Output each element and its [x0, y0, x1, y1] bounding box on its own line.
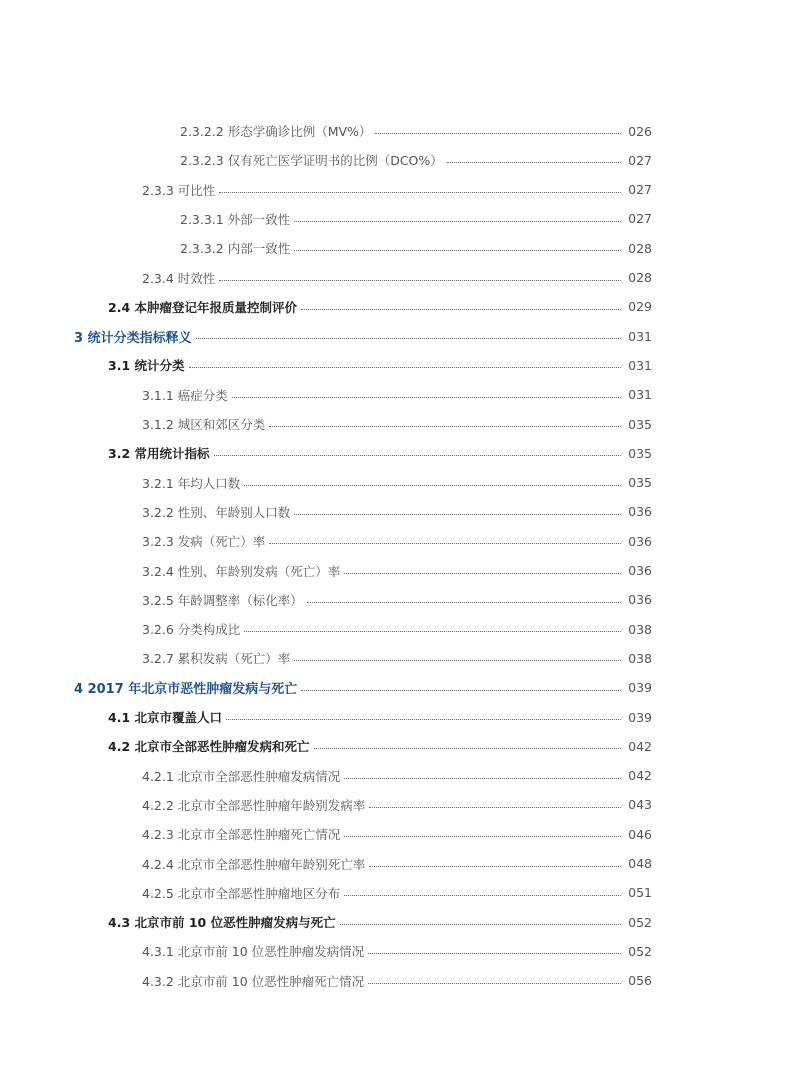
toc-entry[interactable] [142, 179, 652, 201]
dot-leader [244, 484, 621, 486]
dot-leader [294, 220, 621, 222]
toc-entry-title: 4.2 北京市全部恶性肿瘤发病和死亡 [108, 739, 310, 755]
toc-entry-page-number: 042 [628, 738, 652, 754]
toc-entry-page-number: 038 [628, 621, 652, 637]
toc-entry[interactable] [180, 120, 652, 142]
toc-entry-title: 3.2.7 累积发病（死亡）率 [142, 651, 291, 667]
toc-entry-title: 4.1 北京市覆盖人口 [108, 710, 222, 725]
toc-entry-title: 4.2.5 北京市全部恶性肿瘤地区分布 [142, 885, 341, 901]
dot-leader [340, 923, 621, 925]
toc-entry-page-number: 036 [628, 592, 652, 608]
toc-entry-title: 3.2.3 发病（死亡）率 [142, 534, 266, 550]
toc-entry-page-number: 036 [628, 563, 652, 578]
dot-leader [301, 308, 621, 310]
toc-entry-title: 3.2.2 性别、年龄别人口数 [142, 504, 291, 520]
toc-entry-title: 2.3.3 可比性 [142, 182, 216, 198]
dot-leader [232, 396, 621, 398]
toc-entry[interactable] [74, 325, 652, 347]
toc-entry-title: 2.3.3.2 内部一致性 [180, 241, 291, 257]
dot-leader [196, 337, 621, 339]
dot-leader [189, 366, 622, 368]
dot-leader [226, 718, 621, 720]
toc-entry-title: 3.2.6 分类构成比 [142, 622, 241, 638]
dot-leader [214, 454, 622, 456]
toc-entry-page-number: 031 [628, 357, 652, 373]
dot-leader [369, 806, 621, 808]
toc-entry[interactable] [142, 267, 652, 289]
toc-entry[interactable] [142, 853, 652, 875]
toc-entry[interactable] [142, 618, 652, 640]
dot-leader [344, 894, 621, 896]
toc-entry-title: 4.2.1 北京市全部恶性肿瘤发病情况 [142, 768, 341, 784]
toc-entry-page-number: 035 [628, 475, 652, 491]
toc-entry-page-number: 035 [628, 416, 652, 432]
toc-entry-title: 3.2.5 年龄调整率（标化率） [142, 592, 303, 608]
toc-entry-page-number: 027 [628, 152, 652, 168]
toc-entry-page-number: 035 [628, 445, 652, 461]
dot-leader [344, 777, 621, 779]
dot-leader [219, 279, 621, 281]
dot-leader [269, 425, 621, 427]
toc-entry[interactable] [142, 384, 652, 406]
dot-leader [368, 982, 621, 984]
toc-entry-page-number: 051 [628, 885, 652, 901]
toc-entry-title: 4.2.4 北京市全部恶性肿瘤年龄别死亡率 [142, 856, 366, 872]
dot-leader [294, 659, 621, 661]
toc-entry-page-number: 052 [628, 914, 652, 930]
toc-entry-page-number: 036 [628, 504, 652, 520]
toc-entry-page-number: 043 [628, 797, 652, 813]
toc-entry-title: 2.3.2.2 形态学确诊比例（MV%） [180, 124, 372, 139]
toc-entry-page-number: 038 [628, 650, 652, 666]
toc-entry[interactable] [142, 501, 652, 523]
toc-entry-title: 4.3 北京市前 10 位恶性肿瘤发病与死亡 [108, 915, 336, 931]
toc-entry[interactable] [142, 970, 652, 992]
toc-entry-page-number: 042 [628, 768, 652, 784]
toc-entry[interactable] [108, 296, 652, 318]
toc-entry[interactable] [142, 794, 652, 816]
toc-entry-title: 3.1.2 城区和郊区分类 [142, 417, 266, 432]
toc-entry[interactable] [142, 472, 652, 494]
toc-entry-title: 4 2017 年北京市恶性肿瘤发病与死亡 [74, 682, 298, 698]
toc-entry[interactable] [142, 560, 652, 582]
toc-entry-title: 2.3.2.3 仅有死亡医学证明书的比例（DCO%） [180, 153, 443, 169]
toc-entry[interactable] [142, 589, 652, 611]
toc-entry-page-number: 039 [628, 709, 652, 725]
toc-entry-page-number: 028 [628, 240, 652, 256]
toc-entry-page-number: 029 [628, 299, 652, 315]
toc-entry-page-number: 027 [628, 182, 652, 198]
toc-entry-title: 3.2.1 年均人口数 [142, 475, 241, 491]
dot-leader [375, 132, 621, 134]
dot-leader [344, 835, 621, 837]
dot-leader [307, 601, 621, 603]
toc-entry[interactable] [74, 677, 652, 699]
toc-entry[interactable] [142, 823, 652, 845]
toc-entry[interactable] [180, 237, 652, 259]
toc-entry-title: 3.1 统计分类 [108, 358, 185, 374]
toc-entry-page-number: 056 [628, 973, 652, 989]
toc-entry-title: 4.3.2 北京市前 10 位恶性肿瘤死亡情况 [142, 973, 365, 989]
dot-leader [344, 572, 621, 574]
toc-entry[interactable] [142, 882, 652, 904]
dot-leader [294, 513, 621, 515]
toc-entry-title: 2.3.3.1 外部一致性 [180, 211, 291, 227]
toc-entry-page-number: 028 [628, 270, 652, 285]
toc-entry-title: 3.2 常用统计指标 [108, 446, 210, 462]
toc-entry[interactable] [142, 530, 652, 552]
toc-entry-title: 2.3.4 时效性 [142, 270, 216, 286]
dot-leader [294, 249, 621, 251]
toc-entry[interactable] [108, 706, 652, 728]
toc-entry[interactable] [142, 647, 652, 669]
toc-entry-title: 3 统计分类指标释义 [74, 330, 192, 346]
toc-entry[interactable] [142, 940, 652, 962]
dot-leader [314, 747, 622, 749]
dot-leader [244, 630, 621, 632]
dot-leader [219, 191, 621, 193]
toc-entry-title: 4.3.1 北京市前 10 位恶性肿瘤发病情况 [142, 944, 365, 960]
toc-entry-page-number: 046 [628, 826, 652, 842]
toc-entry-title: 4.2.3 北京市全部恶性肿瘤死亡情况 [142, 827, 341, 843]
toc-entry-title: 3.2.4 性别、年龄别发病（死亡）率 [142, 563, 341, 579]
dot-leader [301, 689, 621, 691]
toc-entry-page-number: 027 [628, 211, 652, 227]
toc-entry-page-number: 031 [628, 387, 652, 403]
toc-entry-page-number: 048 [628, 856, 652, 871]
toc-entry-page-number: 052 [628, 943, 652, 959]
dot-leader [447, 161, 621, 163]
dot-leader [368, 952, 621, 954]
toc-entry[interactable] [108, 354, 652, 376]
toc-entry[interactable] [142, 765, 652, 787]
toc-entry-title: 2.4 本肿瘤登记年报质量控制评价 [108, 299, 297, 315]
dot-leader [369, 865, 621, 867]
toc-entry[interactable] [142, 413, 652, 435]
toc-entry-title: 3.1.1 癌症分类 [142, 387, 228, 403]
toc-entry-page-number: 039 [628, 680, 652, 696]
toc-entry[interactable] [108, 442, 652, 464]
toc-entry[interactable] [108, 735, 652, 757]
toc-entry[interactable] [180, 149, 652, 171]
dot-leader [269, 542, 621, 544]
toc-entry-page-number: 026 [628, 123, 652, 139]
toc-entry-page-number: 036 [628, 533, 652, 549]
toc-entry-title: 4.2.2 北京市全部恶性肿瘤年龄别发病率 [142, 797, 366, 813]
toc-entry[interactable] [108, 911, 652, 933]
toc-entry[interactable] [180, 208, 652, 230]
toc-entry-page-number: 031 [628, 328, 652, 344]
